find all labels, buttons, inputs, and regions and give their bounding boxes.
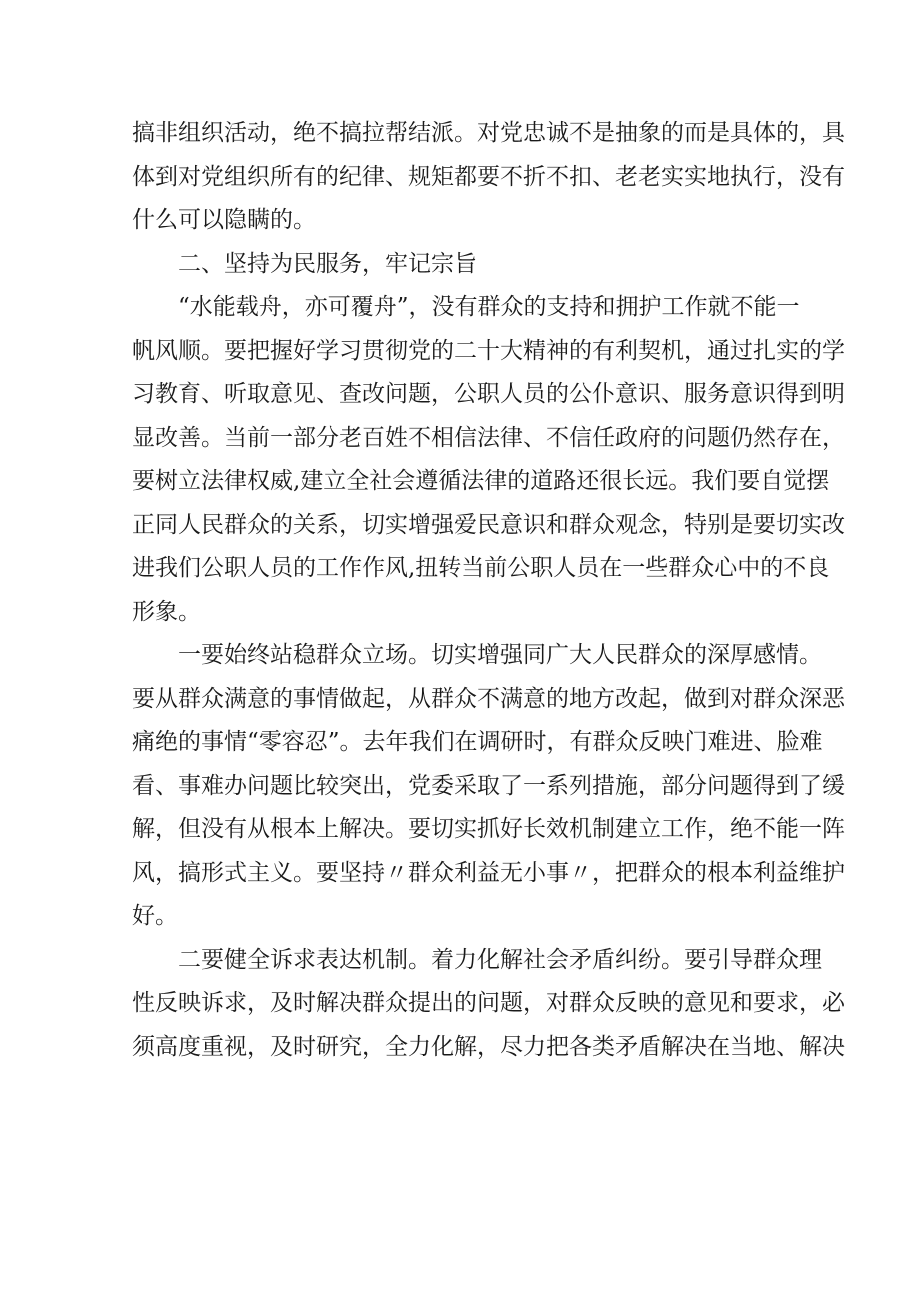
text-line: 正同人民群众的关系，切实增强爱民意识和群众观念，特别是要切实改 (132, 511, 845, 538)
text-line: 形象。 (132, 598, 201, 625)
text-line: 习教育、听取意见、查改问题，公职人员的公仆意识、服务意识得到明 (132, 381, 845, 407)
paragraph-first-line: 二、坚持为民服务，牢记宗旨 (178, 250, 477, 277)
text-line: 帆风顺。要把握好学习贯彻党的二十大精神的有利契机，通过扎实的学 (132, 337, 845, 364)
text-line: 解，但没有从根本上解决。要切实抓好长效机制建立工作，绝不能一阵 (132, 816, 845, 842)
document-body (132, 112, 845, 1069)
text-line: 体到对党组织所有的纪律、规矩都要不折不扣、老老实实地执行，没有 (132, 163, 845, 190)
paragraph-first-line: “水能载舟，亦可覆舟”，没有群众的支持和拥护工作就不能一 (178, 294, 800, 320)
text-line: 进我们公职人员的工作作风,扭转当前公职人员在一些群众心中的不良 (132, 555, 830, 581)
text-line: 要从群众满意的事情做起，从群众不满意的地方改起，做到对群众深恶 (132, 685, 845, 712)
text-line: 风，搞形式主义。要坚持〃群众利益无小事〃，把群众的根本利益维护 (132, 859, 845, 886)
paragraph-first-line: 一要始终站稳群众立场。切实增强同广大人民群众的深厚感情。 (178, 642, 822, 668)
paragraph-first-line: 二要健全诉求表达机制。着力化解社会矛盾纠纷。要引导群众理 (178, 946, 822, 973)
text-line: 性反映诉求，及时解决群众提出的问题，对群众反映的意见和要求，必 (132, 990, 845, 1016)
text-line: 什么可以隐瞒的。 (132, 207, 316, 233)
text-line: 要树立法律权威,建立全社会遵循法律的道路还很长远。我们要自觉摆 (132, 468, 830, 494)
text-line: 好。 (132, 903, 178, 929)
text-line: 痛绝的事情“零容忍”。去年我们在调研时，有群众反映门难进、脸难 (132, 729, 823, 755)
text-line: 须高度重视，及时研究，全力化解，尽力把各类矛盾解决在当地、解决 (132, 1033, 845, 1060)
text-line: 显改善。当前一部分老百姓不相信法律、不信任政府的问题仍然存在， (132, 424, 845, 451)
text-line: 看、事难办问题比较突出，党委采取了一系列措施，部分问题得到了缓 (132, 772, 845, 799)
text-line: 搞非组织活动，绝不搞拉帮结派。对党忠诚不是抽象的而是具体的，具 (132, 120, 845, 146)
